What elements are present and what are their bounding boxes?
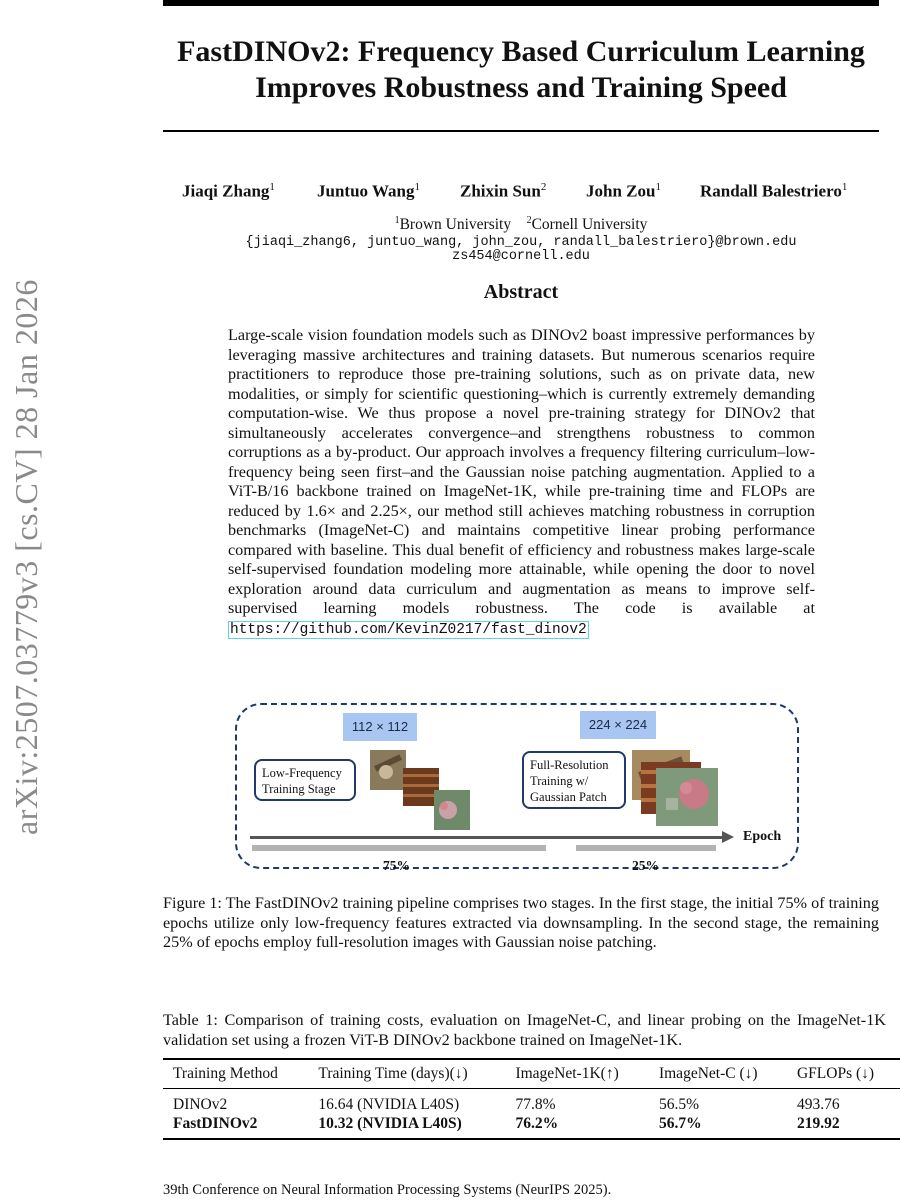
epoch-axis [250,836,728,839]
email-line-1: {jiaqi_zhang6, juntuo_wang, john_zou, randall_balestriero}@brown.edu [245,235,797,250]
table-cell: 16.64 (NVIDIA L40S) [318,1096,460,1113]
low-res-image-1 [370,750,406,790]
bird-branch-thumbnail [370,750,406,790]
email-line-2: zs454@cornell.edu [452,249,590,264]
table-cell: 10.32 (NVIDIA L40S) [308,1114,505,1139]
table-caption: Table 1: Comparison of training costs, evaluation on ImageNet-C, and linear probing on the ImageNet-1K validation set using a frozen ViT-B DINOv2 backbone trained on ImageNet-1K. [163,1011,886,1049]
author: Randall Balestriero$^1$ [700,181,848,201]
affiliations: $^1$Brown University $^2$Cornell University [394,215,648,234]
table-cell: FastDINOv2 [163,1114,308,1139]
abstract-text: Large-scale vision foundation models such as DINOv2 boast impressive performances by leveraging massive architectures and training datasets. But numerous scenarios require practitioners to reproduce those pre-training solutions, such as on private data, new modalities, or simply for scientific questioning–which is currently extremely demanding computation-wise. We thus propose a novel pre-training strategy for DINOv2 that simultaneously accelerates convergence–and strengthens robustness to common corruptions as a by-product. Our approach involves a frequency filtering curriculum–low-frequency being seen first–and the Gaussian noise patching augmentation. Applied to a ViT-B/16 backbone trained on ImageNet-1K, while pre-training time and FLOPs are reduced by 1.6× and 2.25×, our method still achieves matching robustness in corruption benchmarks (ImageNet-C) and maintains competitive linear probing performance compared with baseline. This dual benefit of efficiency and robustness makes large-scale self-supervised foundation modeling more attainable, while opening the door to novel exploration around data curriculum and augmentation as means to improve self-supervised learning models robustness. The code is available at [228,326,815,617]
table-row [163,1089,900,1115]
low-frequency-stage-label: Low-Frequency Training Stage [254,759,356,801]
author: Juntuo Wang$^1$ [317,181,420,201]
author: John Zou$^1$ [586,181,661,201]
table-cell: DINOv2 [173,1096,228,1113]
author: Zhixin Sun$^2$ [460,181,547,201]
table-cell: 219.92 [787,1114,900,1139]
conference-footer: 39th Conference on Neural Information Processing Systems (NeurIPS 2025). [163,1182,612,1198]
high-res-image-3 [656,768,718,826]
table-header: Training Method [163,1059,308,1089]
code-link[interactable]: https://github.com/KevinZ0217/fast_dinov2 [230,621,587,638]
title-rule [163,130,879,132]
epoch-label: Epoch [743,829,782,844]
table-header: GFLOPs (↓) [787,1059,900,1089]
finch-thumbnail [434,790,470,830]
paper-title [150,34,892,106]
author-list [163,181,879,203]
table-cell: 77.8% [515,1096,556,1113]
full-resolution-stage-label: Full-Resolution Training w/ Gaussian Patch [522,751,626,809]
epoch-arrow-icon [722,831,734,843]
table-cell: 493.76 [796,1096,840,1113]
high-res-tag: 224 × 224 [580,711,656,739]
abstract-body [228,326,815,640]
arxiv-stamp: arXiv:2507.03779v3 [cs.CV] 28 Jan 2026 [8,279,44,835]
stage2-duration-bar [576,845,716,851]
table-cell: 76.2% [505,1114,649,1139]
stage1-duration-bar [252,845,546,851]
table-header: ImageNet-C (↓) [649,1059,787,1089]
title-line-2: Improves Robustness and Training Speed [255,71,787,104]
results-table [163,1058,900,1140]
author: Jiaqi Zhang$^1$ [182,181,275,201]
stage1-percent: 75% [383,858,410,873]
table-row [163,1114,900,1139]
table-header-row [163,1059,900,1089]
low-res-tag: 112 × 112 [343,713,417,741]
table-header: Training Time (days)(↓) [308,1059,505,1089]
top-rule [163,0,879,6]
finch-thumbnail [656,768,718,826]
figure-caption: Figure 1: The FastDINOv2 training pipeline comprises two stages. In the first stage, the initial 75% of training epochs utilize only low-frequency features extracted via downsampling. In the second stage, the remaining 25% of epochs employ full-resolution images with Gaussian noise patching. [163,894,879,951]
title-line-1: FastDINOv2: Frequency Based Curriculum Learning [177,35,865,68]
low-res-image-3 [434,790,470,830]
abstract-heading: Abstract [483,281,559,303]
stage2-percent: 25% [632,858,659,873]
table-cell: 56.7% [649,1114,787,1139]
table-cell: 56.5% [658,1096,700,1113]
table-header: ImageNet-1K(↑) [505,1059,649,1089]
